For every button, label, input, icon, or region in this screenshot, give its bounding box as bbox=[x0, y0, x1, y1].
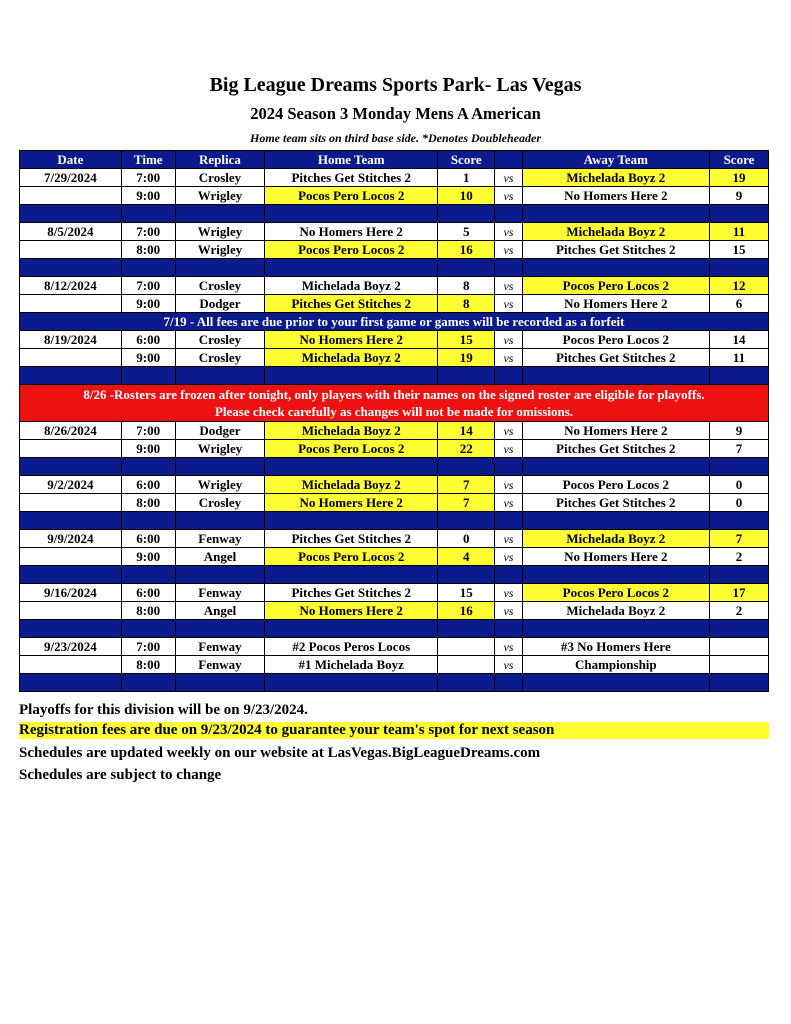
home-team: No Homers Here 2 bbox=[265, 602, 438, 620]
away-team: #3 No Homers Here bbox=[522, 638, 709, 656]
separator-cell bbox=[438, 674, 495, 692]
away-team: No Homers Here 2 bbox=[522, 422, 709, 440]
week-separator bbox=[20, 674, 769, 692]
separator-cell bbox=[522, 674, 709, 692]
separator-cell bbox=[265, 367, 438, 385]
separator-cell bbox=[495, 620, 522, 638]
away-team: Michelada Boyz 2 bbox=[522, 530, 709, 548]
game-date bbox=[20, 349, 122, 367]
home-team: No Homers Here 2 bbox=[265, 331, 438, 349]
separator-cell bbox=[522, 512, 709, 530]
column-header: Date bbox=[20, 151, 122, 169]
vs-label: vs bbox=[495, 295, 522, 313]
separator-cell bbox=[20, 674, 122, 692]
home-team: No Homers Here 2 bbox=[265, 494, 438, 512]
game-row bbox=[20, 241, 769, 259]
separator-cell bbox=[709, 205, 768, 223]
away-score: 9 bbox=[709, 422, 768, 440]
home-score: 1 bbox=[438, 169, 495, 187]
away-team: Pitches Get Stitches 2 bbox=[522, 241, 709, 259]
game-date: 9/16/2024 bbox=[20, 584, 122, 602]
separator-cell bbox=[265, 674, 438, 692]
home-score: 22 bbox=[438, 440, 495, 458]
away-team: Pitches Get Stitches 2 bbox=[522, 494, 709, 512]
home-team: #2 Pocos Peros Locos bbox=[265, 638, 438, 656]
week-separator bbox=[20, 367, 769, 385]
away-score: 0 bbox=[709, 476, 768, 494]
separator-cell bbox=[438, 620, 495, 638]
game-date bbox=[20, 494, 122, 512]
away-team: Pitches Get Stitches 2 bbox=[522, 440, 709, 458]
field-replica: Crosley bbox=[175, 494, 265, 512]
game-time: 6:00 bbox=[121, 331, 175, 349]
separator-cell bbox=[175, 458, 265, 476]
separator-cell bbox=[121, 674, 175, 692]
game-time: 6:00 bbox=[121, 476, 175, 494]
vs-label: vs bbox=[495, 584, 522, 602]
away-score: 7 bbox=[709, 440, 768, 458]
game-date: 8/19/2024 bbox=[20, 331, 122, 349]
roster-alert bbox=[20, 385, 769, 422]
column-header: Score bbox=[709, 151, 768, 169]
separator-cell bbox=[175, 205, 265, 223]
field-replica: Wrigley bbox=[175, 440, 265, 458]
game-row bbox=[20, 277, 769, 295]
separator-cell bbox=[265, 566, 438, 584]
away-score: 11 bbox=[709, 223, 768, 241]
field-replica: Fenway bbox=[175, 530, 265, 548]
week-separator bbox=[20, 205, 769, 223]
home-score: 8 bbox=[438, 277, 495, 295]
away-team: Michelada Boyz 2 bbox=[522, 602, 709, 620]
home-team: Pocos Pero Locos 2 bbox=[265, 241, 438, 259]
home-score: 0 bbox=[438, 530, 495, 548]
week-separator bbox=[20, 512, 769, 530]
table-header-row bbox=[20, 151, 769, 169]
home-team: Pitches Get Stitches 2 bbox=[265, 530, 438, 548]
separator-cell bbox=[175, 512, 265, 530]
separator-cell bbox=[121, 259, 175, 277]
game-time: 9:00 bbox=[121, 349, 175, 367]
home-score: 7 bbox=[438, 494, 495, 512]
vs-label: vs bbox=[495, 494, 522, 512]
game-row bbox=[20, 530, 769, 548]
separator-cell bbox=[265, 205, 438, 223]
home-score bbox=[438, 656, 495, 674]
home-score: 5 bbox=[438, 223, 495, 241]
away-score: 17 bbox=[709, 584, 768, 602]
field-replica: Angel bbox=[175, 548, 265, 566]
game-time: 7:00 bbox=[121, 638, 175, 656]
away-score: 7 bbox=[709, 530, 768, 548]
away-score: 6 bbox=[709, 295, 768, 313]
game-row bbox=[20, 476, 769, 494]
away-team: Pocos Pero Locos 2 bbox=[522, 331, 709, 349]
away-team: No Homers Here 2 bbox=[522, 295, 709, 313]
game-date bbox=[20, 440, 122, 458]
home-score: 16 bbox=[438, 602, 495, 620]
away-score: 11 bbox=[709, 349, 768, 367]
separator-cell bbox=[495, 512, 522, 530]
vs-label: vs bbox=[495, 530, 522, 548]
separator-cell bbox=[121, 458, 175, 476]
game-time: 6:00 bbox=[121, 530, 175, 548]
home-score: 14 bbox=[438, 422, 495, 440]
away-team: Michelada Boyz 2 bbox=[522, 169, 709, 187]
home-team: Pitches Get Stitches 2 bbox=[265, 295, 438, 313]
registration-note: Registration fees are due on 9/23/2024 to guarantee your team's spot for next season bbox=[19, 722, 769, 739]
game-time: 9:00 bbox=[121, 548, 175, 566]
separator-cell bbox=[709, 620, 768, 638]
away-score bbox=[709, 656, 768, 674]
page-title: Big League Dreams Sports Park- Las Vegas bbox=[209, 74, 582, 96]
home-team-note: Home team sits on third base side. *Denotes Doubleheader bbox=[250, 131, 541, 145]
field-replica: Crosley bbox=[175, 331, 265, 349]
field-replica: Fenway bbox=[175, 584, 265, 602]
game-date: 8/12/2024 bbox=[20, 277, 122, 295]
vs-label: vs bbox=[495, 241, 522, 259]
home-score: 7 bbox=[438, 476, 495, 494]
separator-cell bbox=[121, 566, 175, 584]
home-team: #1 Michelada Boyz bbox=[265, 656, 438, 674]
game-time: 7:00 bbox=[121, 422, 175, 440]
game-row bbox=[20, 548, 769, 566]
game-date bbox=[20, 241, 122, 259]
away-team: Michelada Boyz 2 bbox=[522, 223, 709, 241]
away-score: 14 bbox=[709, 331, 768, 349]
separator-cell bbox=[121, 205, 175, 223]
field-replica: Wrigley bbox=[175, 187, 265, 205]
separator-cell bbox=[495, 367, 522, 385]
game-time: 8:00 bbox=[121, 494, 175, 512]
field-replica: Fenway bbox=[175, 638, 265, 656]
roster-alert-line: 8/26 -Rosters are frozen after tonight, only players with their names on the signed roster are eligible for playoffs. bbox=[83, 387, 705, 402]
game-date: 7/29/2024 bbox=[20, 169, 122, 187]
game-time: 6:00 bbox=[121, 584, 175, 602]
game-row bbox=[20, 295, 769, 313]
away-team: Pocos Pero Locos 2 bbox=[522, 476, 709, 494]
vs-label: vs bbox=[495, 422, 522, 440]
home-score bbox=[438, 638, 495, 656]
game-time: 8:00 bbox=[121, 656, 175, 674]
game-date: 8/5/2024 bbox=[20, 223, 122, 241]
separator-cell bbox=[709, 367, 768, 385]
separator-cell bbox=[20, 512, 122, 530]
schedule-body bbox=[20, 169, 769, 692]
fee-notice-row bbox=[20, 313, 769, 331]
away-team: Championship bbox=[522, 656, 709, 674]
vs-label: vs bbox=[495, 187, 522, 205]
home-score: 8 bbox=[438, 295, 495, 313]
separator-cell bbox=[20, 205, 122, 223]
game-date bbox=[20, 656, 122, 674]
home-team: Pitches Get Stitches 2 bbox=[265, 169, 438, 187]
home-team: Michelada Boyz 2 bbox=[265, 422, 438, 440]
home-score: 19 bbox=[438, 349, 495, 367]
home-team: Michelada Boyz 2 bbox=[265, 277, 438, 295]
away-score: 2 bbox=[709, 548, 768, 566]
field-replica: Crosley bbox=[175, 277, 265, 295]
separator-cell bbox=[121, 512, 175, 530]
game-row bbox=[20, 656, 769, 674]
separator-cell bbox=[175, 367, 265, 385]
vs-label: vs bbox=[495, 656, 522, 674]
separator-cell bbox=[438, 512, 495, 530]
field-replica: Fenway bbox=[175, 656, 265, 674]
week-separator bbox=[20, 259, 769, 277]
separator-cell bbox=[522, 367, 709, 385]
game-date bbox=[20, 548, 122, 566]
game-time: 7:00 bbox=[121, 169, 175, 187]
home-score: 15 bbox=[438, 331, 495, 349]
game-time: 9:00 bbox=[121, 440, 175, 458]
vs-label: vs bbox=[495, 169, 522, 187]
away-team: No Homers Here 2 bbox=[522, 187, 709, 205]
separator-cell bbox=[175, 674, 265, 692]
game-time: 7:00 bbox=[121, 277, 175, 295]
separator-cell bbox=[438, 458, 495, 476]
game-date: 9/9/2024 bbox=[20, 530, 122, 548]
column-header bbox=[495, 151, 522, 169]
home-team: Pocos Pero Locos 2 bbox=[265, 187, 438, 205]
week-separator bbox=[20, 566, 769, 584]
vs-label: vs bbox=[495, 548, 522, 566]
game-row bbox=[20, 187, 769, 205]
away-score: 9 bbox=[709, 187, 768, 205]
week-separator bbox=[20, 620, 769, 638]
game-row bbox=[20, 638, 769, 656]
home-team: Pocos Pero Locos 2 bbox=[265, 440, 438, 458]
away-score: 12 bbox=[709, 277, 768, 295]
home-score: 10 bbox=[438, 187, 495, 205]
away-score: 0 bbox=[709, 494, 768, 512]
home-team: Michelada Boyz 2 bbox=[265, 476, 438, 494]
game-time: 9:00 bbox=[121, 295, 175, 313]
separator-cell bbox=[495, 674, 522, 692]
separator-cell bbox=[20, 620, 122, 638]
game-date: 9/2/2024 bbox=[20, 476, 122, 494]
game-row bbox=[20, 584, 769, 602]
separator-cell bbox=[20, 367, 122, 385]
separator-cell bbox=[522, 620, 709, 638]
separator-cell bbox=[438, 259, 495, 277]
column-header: Time bbox=[121, 151, 175, 169]
game-row bbox=[20, 331, 769, 349]
separator-cell bbox=[522, 566, 709, 584]
home-score: 15 bbox=[438, 584, 495, 602]
separator-cell bbox=[20, 259, 122, 277]
field-replica: Dodger bbox=[175, 295, 265, 313]
schedule-table bbox=[19, 150, 769, 692]
separator-cell bbox=[20, 458, 122, 476]
game-row bbox=[20, 602, 769, 620]
game-row bbox=[20, 169, 769, 187]
separator-cell bbox=[438, 205, 495, 223]
away-score: 19 bbox=[709, 169, 768, 187]
game-row bbox=[20, 349, 769, 367]
field-replica: Angel bbox=[175, 602, 265, 620]
game-time: 9:00 bbox=[121, 187, 175, 205]
field-replica: Crosley bbox=[175, 349, 265, 367]
game-row bbox=[20, 422, 769, 440]
column-header: Score bbox=[438, 151, 495, 169]
away-score bbox=[709, 638, 768, 656]
game-date bbox=[20, 602, 122, 620]
game-date: 8/26/2024 bbox=[20, 422, 122, 440]
home-team: Pitches Get Stitches 2 bbox=[265, 584, 438, 602]
field-replica: Wrigley bbox=[175, 476, 265, 494]
vs-label: vs bbox=[495, 476, 522, 494]
separator-cell bbox=[438, 566, 495, 584]
field-replica: Wrigley bbox=[175, 223, 265, 241]
game-time: 8:00 bbox=[121, 602, 175, 620]
vs-label: vs bbox=[495, 602, 522, 620]
away-score: 15 bbox=[709, 241, 768, 259]
separator-cell bbox=[175, 620, 265, 638]
away-score: 2 bbox=[709, 602, 768, 620]
separator-cell bbox=[709, 512, 768, 530]
separator-cell bbox=[121, 367, 175, 385]
game-date bbox=[20, 295, 122, 313]
vs-label: vs bbox=[495, 440, 522, 458]
game-row bbox=[20, 223, 769, 241]
vs-label: vs bbox=[495, 223, 522, 241]
separator-cell bbox=[265, 458, 438, 476]
home-score: 16 bbox=[438, 241, 495, 259]
separator-cell bbox=[121, 620, 175, 638]
field-replica: Wrigley bbox=[175, 241, 265, 259]
game-date bbox=[20, 187, 122, 205]
vs-label: vs bbox=[495, 638, 522, 656]
separator-cell bbox=[522, 458, 709, 476]
column-header: Home Team bbox=[265, 151, 438, 169]
change-note: Schedules are subject to change bbox=[19, 767, 222, 783]
fee-notice: 7/19 - All fees are due prior to your first game or games will be recorded as a forfeit bbox=[20, 313, 769, 331]
separator-cell bbox=[175, 259, 265, 277]
home-team: Michelada Boyz 2 bbox=[265, 349, 438, 367]
game-time: 8:00 bbox=[121, 241, 175, 259]
separator-cell bbox=[265, 512, 438, 530]
separator-cell bbox=[265, 620, 438, 638]
separator-cell bbox=[709, 259, 768, 277]
field-replica: Crosley bbox=[175, 169, 265, 187]
game-row bbox=[20, 440, 769, 458]
vs-label: vs bbox=[495, 277, 522, 295]
away-team: Pocos Pero Locos 2 bbox=[522, 584, 709, 602]
separator-cell bbox=[495, 259, 522, 277]
separator-cell bbox=[265, 259, 438, 277]
home-team: Pocos Pero Locos 2 bbox=[265, 548, 438, 566]
separator-cell bbox=[522, 205, 709, 223]
column-header: Replica bbox=[175, 151, 265, 169]
game-row bbox=[20, 494, 769, 512]
field-replica: Dodger bbox=[175, 422, 265, 440]
home-score: 4 bbox=[438, 548, 495, 566]
column-header: Away Team bbox=[522, 151, 709, 169]
separator-cell bbox=[175, 566, 265, 584]
vs-label: vs bbox=[495, 331, 522, 349]
website-note: Schedules are updated weekly on our website at LasVegas.BigLeagueDreams.com bbox=[19, 745, 541, 761]
separator-cell bbox=[495, 458, 522, 476]
away-team: Pocos Pero Locos 2 bbox=[522, 277, 709, 295]
away-team: No Homers Here 2 bbox=[522, 548, 709, 566]
playoffs-note: Playoffs for this division will be on 9/23/2024. bbox=[19, 702, 308, 718]
separator-cell bbox=[709, 458, 768, 476]
division-subtitle: 2024 Season 3 Monday Mens A American bbox=[250, 104, 541, 123]
separator-cell bbox=[709, 566, 768, 584]
vs-label: vs bbox=[495, 349, 522, 367]
away-team: Pitches Get Stitches 2 bbox=[522, 349, 709, 367]
separator-cell bbox=[709, 674, 768, 692]
separator-cell bbox=[20, 566, 122, 584]
separator-cell bbox=[495, 566, 522, 584]
roster-alert-row bbox=[20, 385, 769, 422]
home-team: No Homers Here 2 bbox=[265, 223, 438, 241]
separator-cell bbox=[438, 367, 495, 385]
game-date: 9/23/2024 bbox=[20, 638, 122, 656]
separator-cell bbox=[495, 205, 522, 223]
roster-alert-line: Please check carefully as changes will not be made for omissions. bbox=[214, 404, 574, 419]
separator-cell bbox=[522, 259, 709, 277]
game-time: 7:00 bbox=[121, 223, 175, 241]
week-separator bbox=[20, 458, 769, 476]
